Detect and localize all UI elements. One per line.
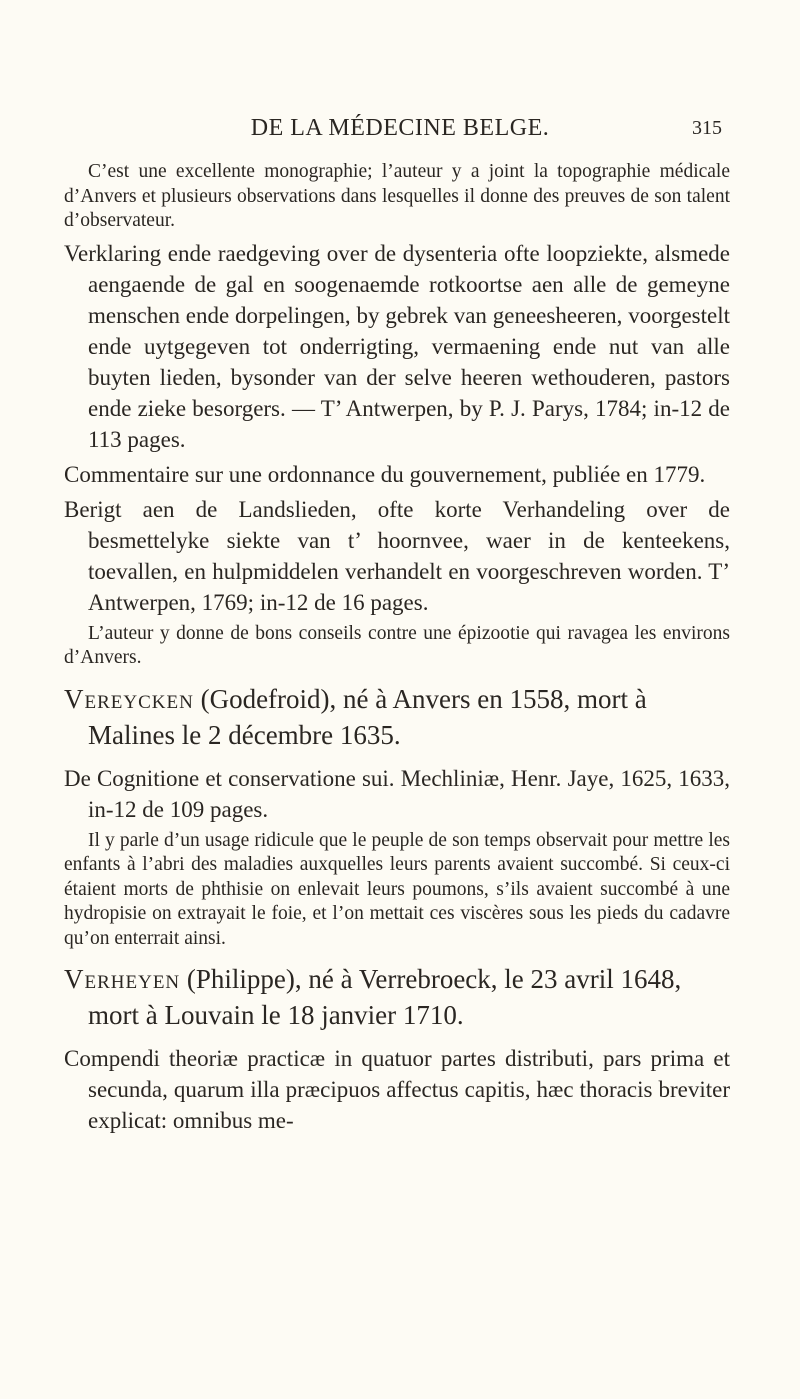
entry-commentaire: Commentaire sur une ordonnance du gouvernement, publiée en 1779. — [64, 461, 706, 487]
page-number: 315 — [692, 117, 722, 139]
paragraph-usage-note: Il y parle d’un usage ridicule que le peuple de son temps observait pour mettre les enfants à l’abri des maladies auxquelles leurs parents avaient succombé. Si ceux-ci étaient morts de phthisie on enlevait leurs poumons, s’ils avaient succombé à une hydropisie on extrayait le foie, et l’on mettait ces viscères sous les pieds du cadavre qu’on enterrait ainsi. — [64, 829, 730, 949]
entry-de-cognitione: De Cognitione et conservatione sui. Mechliniæ, Henr. Jaye, 1625, 1633, in-12 de 109 pages. — [64, 765, 730, 822]
author-details: (Godefroid), né à Anvers en 1558, mort à Malines le 2 décembre 1635. — [88, 683, 647, 750]
paragraph-monograph-note: C’est une excellente monographie; l’auteur y a joint la topographie médicale d’Anvers et plusieurs observations dans lesquelles il donne des preuves de son talent d’observateur. — [64, 161, 730, 231]
author-name: Vereycken — [64, 683, 194, 714]
paragraph-epizootie-note: L’auteur y donne de bons conseils contre une épizootie qui ravagea les environs d’Anvers. — [64, 622, 730, 668]
author-heading-verheyen — [64, 961, 730, 1033]
author-heading-vereycken — [64, 681, 730, 753]
entry-verklaring: Verklaring ende raedgeving over de dysenteria ofte loopziekte, alsmede aengaende de gal en soogenaemde rotkoortse aen alle de gemeyne menschen ende dorpelingen, by gebrek van geneesheeren, voorgestelt ende uytgegeven tot onderrigting, vermaening ende nut van alle buyten lieden, bysonder van der selve heeren wethouderen, pastors ende zieke besorgers. — T’ Antwerpen, by P. J. Parys, 1784; in-12 de 113 pages. — [64, 240, 730, 452]
page-body — [64, 160, 730, 1140]
entry-compendi: Compendi theoriæ practicæ in quatuor partes distributi, pars prima et secunda, quarum illa præcipuos affectus capitis, hæc thoracis breviter explicat: omnibus me- — [64, 1046, 730, 1133]
entry-berigt: Berigt aen de Landslieden, ofte korte Verhandeling over de besmettelyke siekte van t’ hoornvee, waer in de kenteekens, toevallen, en hulpmiddelen verhandelt en voorgeschreven worden. T’ Antwerpen, 1769; in-12 de 16 pages. — [64, 496, 730, 615]
running-title: DE LA MÉDECINE BELGE. — [250, 115, 550, 141]
running-header — [0, 113, 800, 143]
author-name: Verheyen — [64, 964, 181, 994]
author-details: (Philippe), né à Verrebroeck, le 23 avril 1648, mort à Louvain le 18 janvier 1710. — [88, 964, 682, 1030]
